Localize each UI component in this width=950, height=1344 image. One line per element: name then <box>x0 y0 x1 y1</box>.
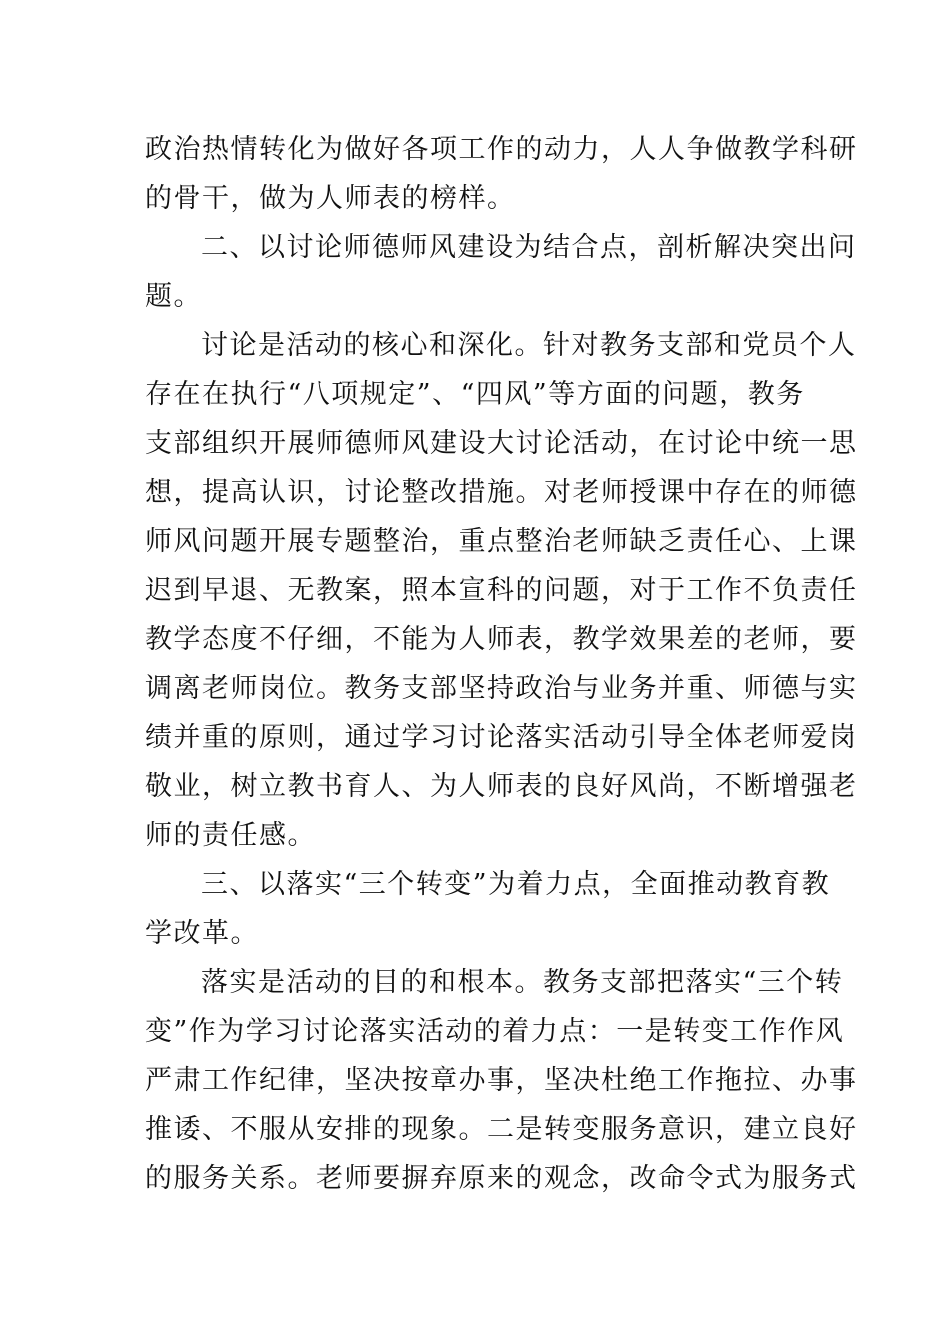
text-line: 支部组织开展师德师风建设大讨论活动，在讨论中统一思 <box>145 428 858 459</box>
text-line: 的服务关系。老师要摒弃原来的观念，改命令式为服务式 <box>145 1163 858 1194</box>
text-line: 想，提高认识，讨论整改措施。对老师授课中存在的师德 <box>145 477 858 508</box>
text-line: 迟到早退、无教案，照本宣科的问题，对于工作不负责任 <box>145 575 858 606</box>
section-heading-3-cont: 学改革。 <box>145 918 259 949</box>
text-line: 调离老师岗位。教务支部坚持政治与业务并重、师德与实 <box>145 673 858 704</box>
text-line: 落实是活动的目的和根本。教务支部把落实“三个转 <box>201 967 844 998</box>
text-line: 存在在执行“八项规定”、“四风”等方面的问题，教务 <box>145 379 805 410</box>
section-heading-3: 三、以落实“三个转变”为着力点，全面推动教育教 <box>201 869 831 900</box>
text-line: 师的责任感。 <box>145 820 316 851</box>
text-line: 教学态度不仔细，不能为人师表，教学效果差的老师，要 <box>145 624 858 655</box>
text-line: 敬业，树立教书育人、为人师表的良好风尚，不断增强老 <box>145 771 858 802</box>
text-line: 推诿、不服从安排的现象。二是转变服务意识，建立良好 <box>145 1114 858 1145</box>
text-line: 严肃工作纪律，坚决按章办事，坚决杜绝工作拖拉、办事 <box>145 1065 858 1096</box>
text-line: 讨论是活动的核心和深化。针对教务支部和党员个人 <box>201 330 857 361</box>
text-line: 变”作为学习讨论落实活动的着力点：一是转变工作作风 <box>145 1016 845 1047</box>
text-line: 的骨干，做为人师表的榜样。 <box>145 183 516 214</box>
text-line: 政治热情转化为做好各项工作的动力，人人争做教学科研 <box>145 134 858 165</box>
section-heading-2: 二、以讨论师德师风建设为结合点，剖析解决突出问 <box>201 232 857 263</box>
section-heading-2-cont: 题。 <box>145 281 202 312</box>
text-line: 师风问题开展专题整治，重点整治老师缺乏责任心、上课 <box>145 526 858 557</box>
body-text <box>145 125 858 1203</box>
text-line: 绩并重的原则，通过学习讨论落实活动引导全体老师爱岗 <box>145 722 858 753</box>
